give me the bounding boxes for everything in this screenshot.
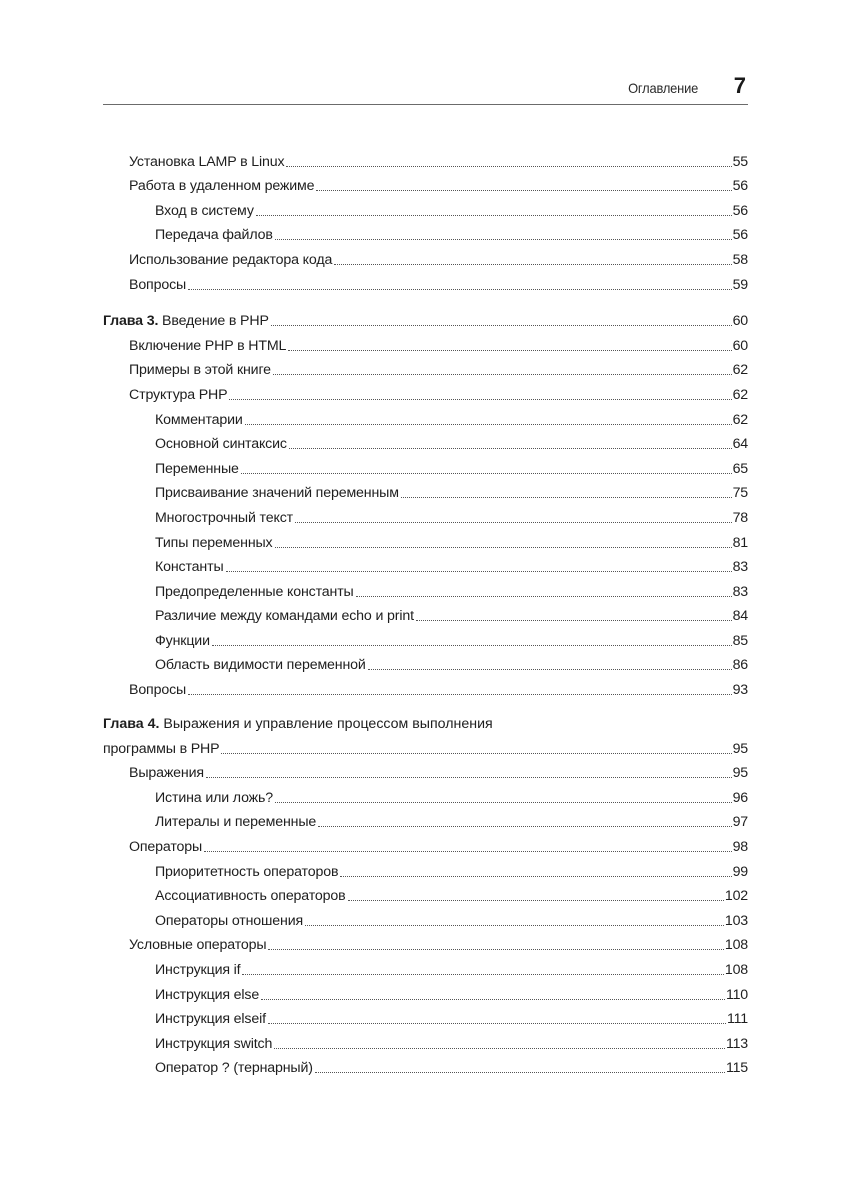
dot-leader — [261, 999, 725, 1000]
toc-chapter-4-title[interactable]: Глава 4. Выражения и управление процессом выполнения — [103, 716, 493, 733]
toc-entry[interactable]: Передача файлов 56 — [155, 227, 748, 244]
toc-entry[interactable]: Структура PHP 62 — [129, 386, 748, 403]
toc-entry[interactable]: Истина или ложь? 96 — [155, 789, 748, 806]
toc-chapter-3[interactable]: Глава 3. Введение в PHP 60 — [103, 313, 748, 330]
dot-leader — [242, 974, 723, 975]
toc-entry[interactable]: Функции 85 — [155, 632, 748, 649]
dot-leader — [275, 239, 732, 240]
dot-leader — [401, 497, 732, 498]
toc-entry[interactable]: Вопросы 59 — [129, 276, 748, 293]
toc-entry[interactable]: Различие между командами echo и print 84 — [155, 608, 748, 625]
dot-leader — [274, 1048, 725, 1049]
dot-leader — [221, 753, 731, 754]
table-of-contents — [103, 146, 748, 1077]
toc-entry[interactable]: Инструкция else 110 — [155, 986, 748, 1003]
toc-entry[interactable]: Выражения 95 — [129, 765, 748, 782]
toc-entry[interactable]: Операторы отношения 103 — [155, 912, 748, 929]
toc-entry[interactable]: Вход в систему 56 — [155, 202, 748, 219]
toc-entry[interactable]: Инструкция elseif 111 — [155, 1011, 748, 1028]
toc-entry[interactable]: Типы переменных 81 — [155, 534, 748, 551]
dot-leader — [188, 289, 732, 290]
dot-leader — [295, 522, 732, 523]
dot-leader — [245, 424, 732, 425]
toc-entry[interactable]: Примеры в этой книге 62 — [129, 362, 748, 379]
dot-leader — [204, 851, 732, 852]
dot-leader — [206, 777, 732, 778]
dot-leader — [416, 620, 732, 621]
toc-entry[interactable]: Константы 83 — [155, 559, 748, 576]
dot-leader — [368, 669, 732, 670]
toc-entry[interactable]: Основной синтаксис 64 — [155, 436, 748, 453]
dot-leader — [305, 925, 724, 926]
toc-entry[interactable]: Присваивание значений переменным 75 — [155, 485, 748, 502]
toc-entry[interactable]: Использование редактора кода 58 — [129, 251, 748, 268]
dot-leader — [275, 547, 732, 548]
toc-chapter-4[interactable]: программы в PHP 95 — [103, 740, 748, 757]
toc-entry[interactable]: Инструкция switch 113 — [155, 1035, 748, 1052]
toc-entry[interactable]: Предопределенные константы 83 — [155, 583, 748, 600]
dot-leader — [315, 1072, 725, 1073]
dot-leader — [212, 645, 732, 646]
dot-leader — [318, 826, 731, 827]
dot-leader — [275, 802, 732, 803]
dot-leader — [241, 473, 732, 474]
dot-leader — [273, 374, 732, 375]
toc-entry[interactable]: Переменные 65 — [155, 460, 748, 477]
toc-entry[interactable]: Многострочный текст 78 — [155, 509, 748, 526]
section-gap — [103, 294, 748, 306]
dot-leader — [348, 900, 724, 901]
toc-entry[interactable]: Работа в удаленном режиме 56 — [129, 178, 748, 195]
running-header — [103, 70, 748, 105]
dot-leader — [271, 325, 732, 326]
toc-entry[interactable]: Включение PHP в HTML 60 — [129, 337, 748, 354]
toc-entry[interactable]: Операторы 98 — [129, 839, 748, 856]
running-header-title: Оглавление — [628, 80, 698, 96]
toc-entry[interactable]: Комментарии 62 — [155, 411, 748, 428]
dot-leader — [288, 350, 731, 351]
toc-entry[interactable]: Вопросы 93 — [129, 682, 748, 699]
dot-leader — [229, 399, 731, 400]
section-gap — [103, 699, 748, 711]
dot-leader — [226, 571, 732, 572]
dot-leader — [286, 166, 731, 167]
toc-entry[interactable]: Инструкция if 108 — [155, 962, 748, 978]
dot-leader — [356, 596, 732, 597]
dot-leader — [188, 694, 732, 695]
dot-leader — [256, 215, 732, 216]
dot-leader — [289, 448, 732, 449]
toc-entry[interactable]: Оператор ? (тернарный) 115 — [155, 1060, 748, 1077]
toc-entry[interactable]: Установка LAMP в Linux 55 — [129, 153, 748, 170]
page-number: 7 — [733, 73, 746, 98]
dot-leader — [316, 190, 731, 191]
toc-entry[interactable]: Ассоциативность операторов 102 — [155, 888, 748, 905]
dot-leader — [334, 264, 731, 265]
dot-leader — [268, 949, 723, 950]
toc-entry[interactable]: Литералы и переменные 97 — [155, 814, 748, 831]
dot-leader — [340, 876, 731, 877]
toc-entry[interactable]: Область видимости переменной 86 — [155, 657, 748, 674]
dot-leader — [268, 1023, 726, 1024]
toc-entry[interactable]: Приоритетность операторов 99 — [155, 863, 748, 880]
toc-entry[interactable]: Условные операторы 108 — [129, 937, 748, 954]
